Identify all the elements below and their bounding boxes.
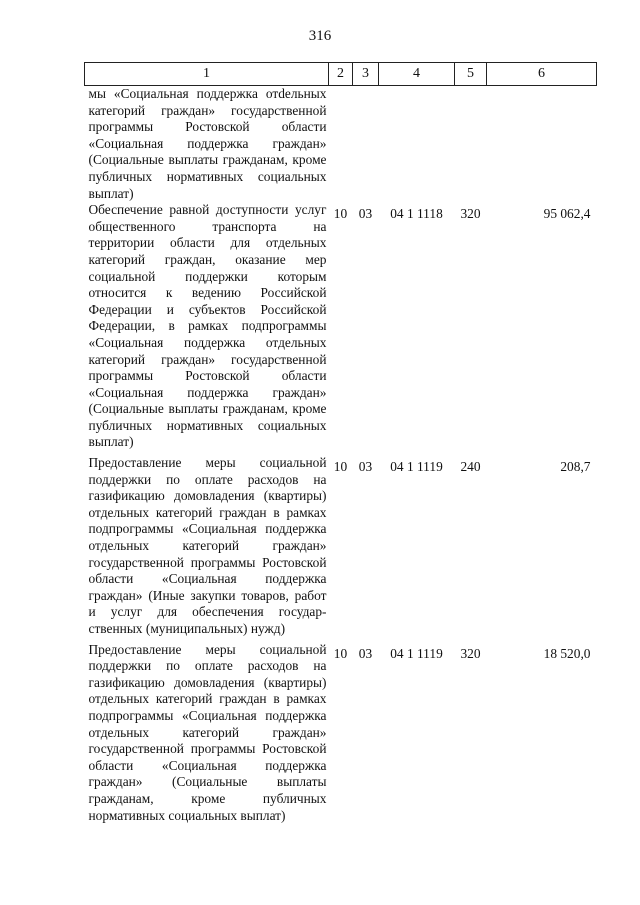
row-description: мы «Социальная поддержка отdельных категорий граждан» государственной программы Ростовской области «Социальная поддержка граждан» (Социальные выплаты гражданам, кроме публичных нормативных социальных выплат) <box>88 86 327 201</box>
row-amount: 208,7 <box>560 459 591 475</box>
row-amount <box>487 86 597 203</box>
row-amount: 95 062,4 <box>543 206 591 222</box>
column-header-target-article: 4 <box>379 63 455 86</box>
row-section <box>329 86 353 203</box>
row-expense-type: 320 <box>460 645 481 661</box>
row-subsection: 03 <box>358 645 373 661</box>
row-expense-type: 320 <box>460 206 481 222</box>
row-subsection: 03 <box>358 206 373 222</box>
column-header-amount: 6 <box>487 63 597 86</box>
column-header-section: 2 <box>329 63 353 86</box>
row-target-article <box>379 86 455 203</box>
table-row <box>85 455 597 642</box>
table-row <box>85 202 597 455</box>
row-target-article: 04 1 1118 <box>390 206 443 222</box>
row-target-article: 04 1 1119 <box>390 459 443 475</box>
row-target-article: 04 1 1119 <box>390 645 443 661</box>
row-description: Предоставление меры социальной поддержки по оплате расходов на газификацию домовладения (квартиры) отдельных категорий граждан в рамках подпрограммы «Социальная поддержка отдельных категорий граждан» государственной программы Ростовской области «Социальная поддержка граждан» (Социальные выплаты гражданам, кроме публичных нормативных социальных выплат) <box>88 641 327 823</box>
row-section: 10 <box>333 206 348 222</box>
header-row <box>85 63 597 86</box>
row-expense-type: 240 <box>460 459 481 475</box>
row-subsection: 03 <box>358 459 373 475</box>
row-section: 10 <box>333 459 348 475</box>
column-header-description: 1 <box>85 63 329 86</box>
table-body <box>85 86 597 829</box>
column-header-expense-type: 5 <box>455 63 487 86</box>
row-description: Обеспечение равной доступности услуг общественного транспорта на территории области для отдельных категорий граждан, оказание мер социальной поддержки которым относится к ведению Российской Федерации и субъектов Российской Федерации, в рамках подпрограммы «Социальная поддержка отдельных категорий граждан» государственной программы Ростовской области «Социальная поддержка граждан» (Социальные выплаты гражданам, кроме публичных нормативных социальных выплат) <box>88 202 327 450</box>
column-header-subsection: 3 <box>353 63 379 86</box>
page-number: 316 <box>308 28 332 44</box>
row-expense-type <box>455 86 487 203</box>
table-row <box>85 86 597 203</box>
table-header <box>85 63 597 86</box>
row-subsection <box>353 86 379 203</box>
row-section: 10 <box>333 645 348 661</box>
budget-table <box>84 62 597 828</box>
row-amount: 18 520,0 <box>543 645 591 661</box>
row-description: Предоставление меры социальной поддержки по оплате расходов на газификацию домовладения (квартиры) отдельных категорий граждан в рамках подпрограммы «Социальная поддержка отдельных категорий граждан» государственной программы Ростовской области «Социальная поддержка граждан» (Иные закупки товаров, работ и услуг для обеспечения государственных (муниципальных) нужд) <box>88 455 327 636</box>
table-row <box>85 642 597 829</box>
